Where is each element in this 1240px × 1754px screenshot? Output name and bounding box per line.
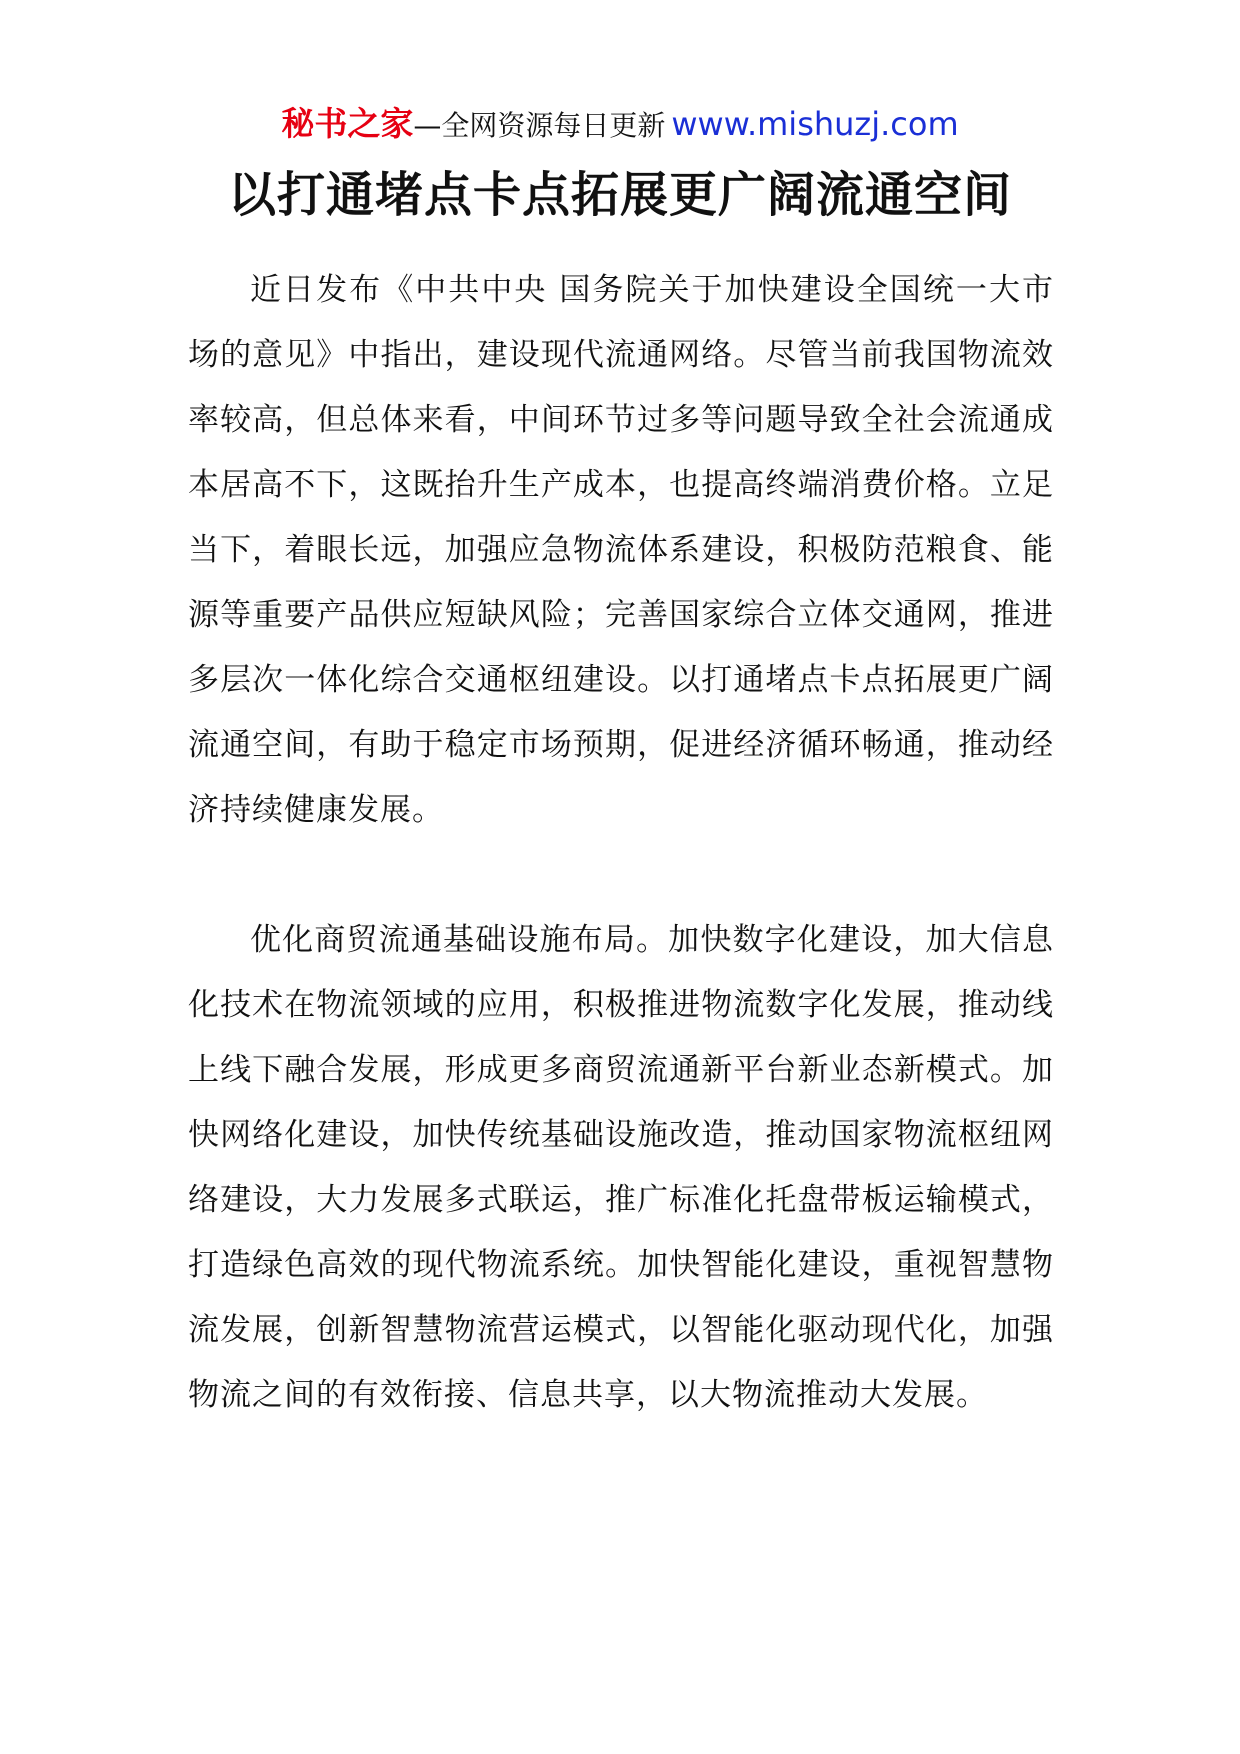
page-title: 以打通堵点卡点拓展更广阔流通空间 xyxy=(227,167,1012,223)
article-paragraph-1: 近日发布《中共中央 国务院关于加快建设全国统一大市场的意见》中指出，建设现代流通网络。尽管当前我国物流效率较高，但总体来看，中间环节过多等问题导致全社会流通成本居高不下，这既抬升生产成本，也提高终端消费价格。立足当下，着眼长远，加强应急物流体系建设，积极防范粮食、能源等重要产品供应短缺风险；完善国家综合立体交通网，推进多层次一体化综合交通枢纽建设。以打通堵点卡点拓展更广阔流通空间，有助于稳定市场预期，促进经济循环畅通，推动经济持续健康发展。 xyxy=(188,272,1054,828)
header-slogan: —全网资源每日更新 xyxy=(413,109,666,142)
header-banner xyxy=(0,100,1240,150)
article-body xyxy=(188,258,1054,1428)
brand-name: 秘书之家 xyxy=(281,104,414,143)
site-url-link[interactable]: www.mishuzj.com xyxy=(671,105,959,143)
article-paragraph-2: 优化商贸流通基础设施布局。加快数字化建设，加大信息化技术在物流领域的应用，积极推进物流数字化发展，推动线上线下融合发展，形成更多商贸流通新平台新业态新模式。加快网络化建设，加快传统基础设施改造，推动国家物流枢纽网络建设，大力发展多式联运，推广标准化托盘带板运输模式，打造绿色高效的现代物流系统。加快智能化建设，重视智慧物流发展，创新智慧物流营运模式，以智能化驱动现代化，加强物流之间的有效衔接、信息共享，以大物流推动大发展。 xyxy=(188,922,1054,1413)
